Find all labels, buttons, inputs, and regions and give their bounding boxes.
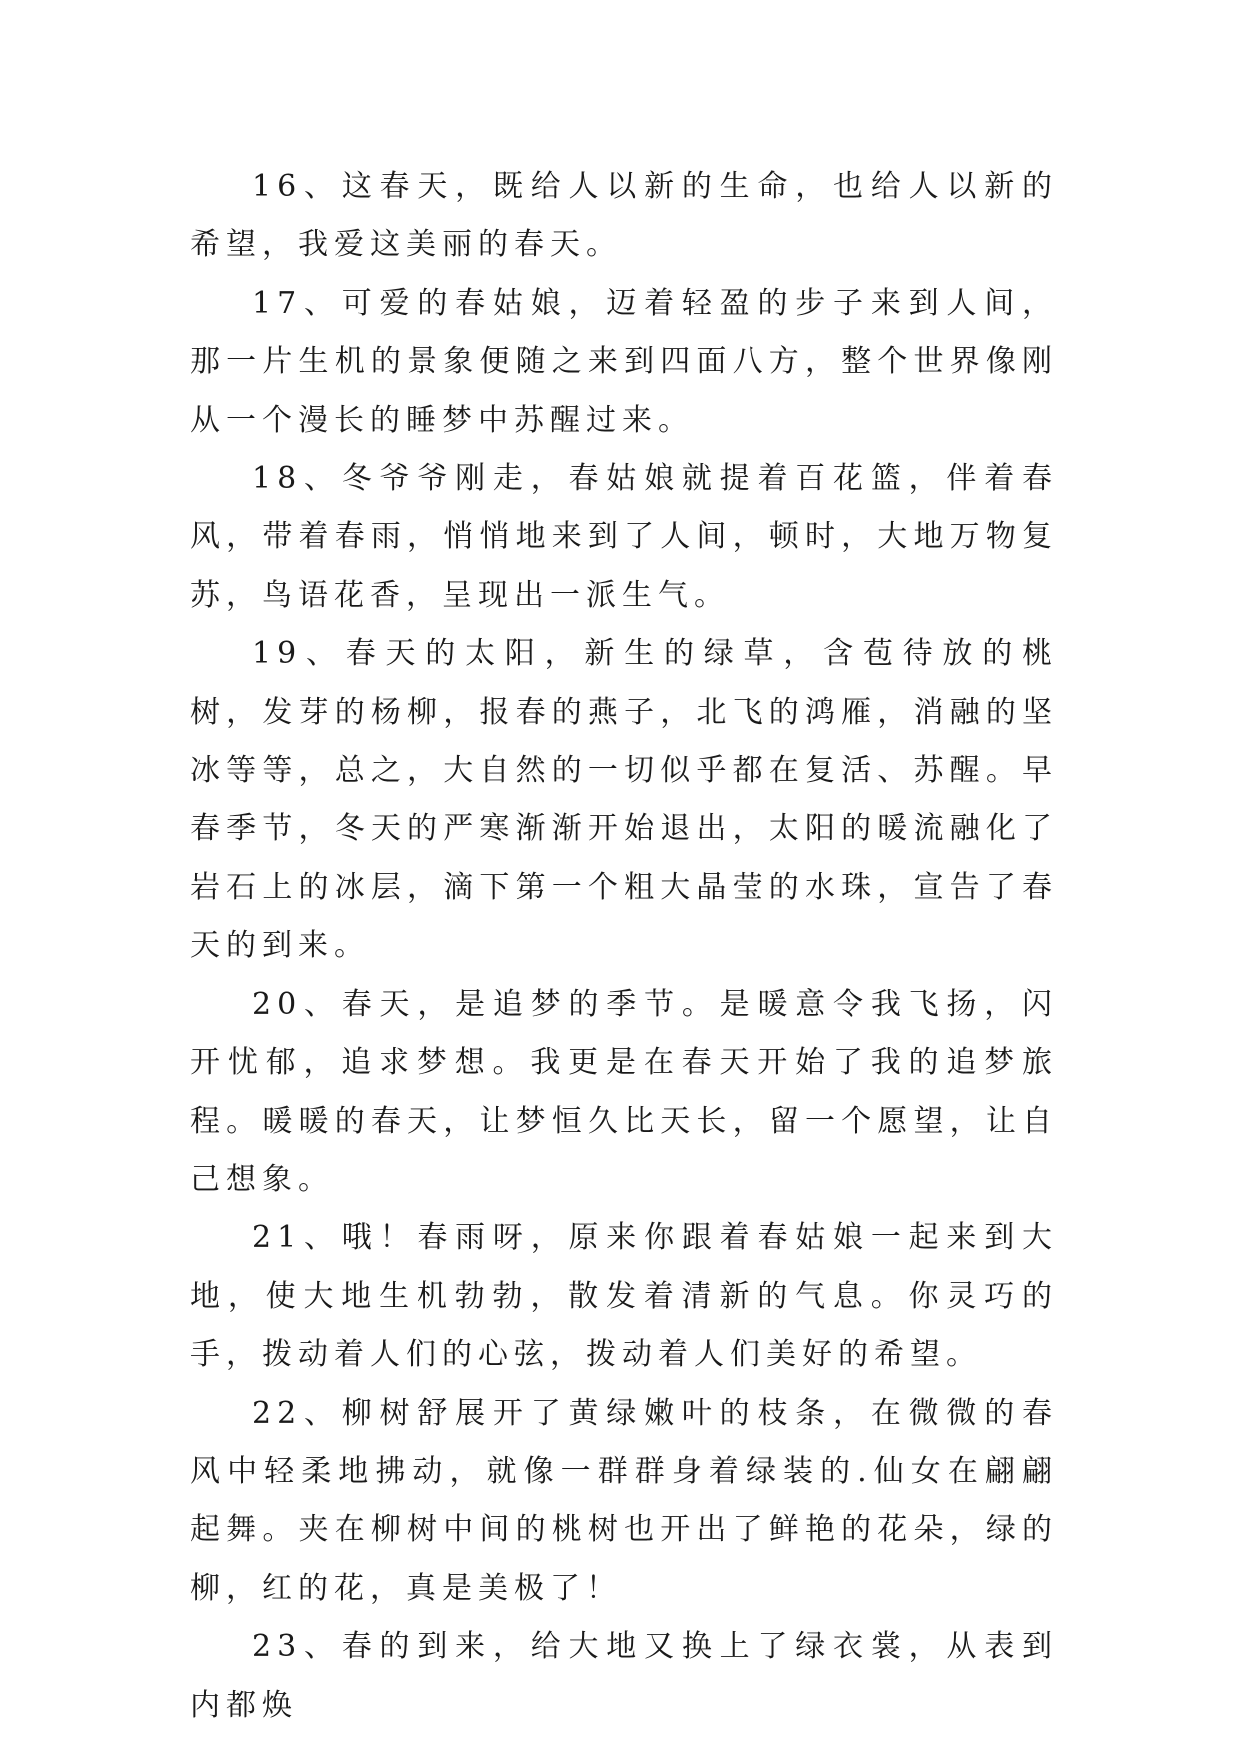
paragraph-20: 20、春天，是追梦的季节。是暖意令我飞扬，闪开忧郁，追求梦想。我更是在春天开始了我的追梦旅程。暖暖的春天，让梦恒久比天长，留一个愿望，让自己想象。: [190, 986, 1058, 1197]
paragraph-23: 23、春的到来，给大地又换上了绿衣裳，从表到内都焕: [190, 1629, 1058, 1723]
paragraph-19: 19、春天的太阳，新生的绿草，含苞待放的桃树，发芽的杨柳，报春的燕子，北飞的鸿雁，消融的坚冰等等，总之，大自然的一切似乎都在复活、苏醒。早春季节，冬天的严寒渐渐开始退出，太阳的暖流融化了岩石上的冰层，滴下第一个粗大晶莹的水珠，宣告了春天的到来。: [190, 636, 1058, 964]
paragraph-22: 22、柳树舒展开了黄绿嫩叶的枝条，在微微的春风中轻柔地拂动，就像一群群身着绿装的.仙女在翩翩起舞。夹在柳树中间的桃树也开出了鲜艳的花朵，绿的柳，红的花，真是美极了！: [190, 1395, 1058, 1606]
paragraph-17: 17、可爱的春姑娘，迈着轻盈的步子来到人间，那一片生机的景象便随之来到四面八方，整个世界像刚从一个漫长的睡梦中苏醒过来。: [190, 285, 1058, 438]
paragraph-16: 16、这春天，既给人以新的生命，也给人以新的希望，我爱这美丽的春天。: [190, 169, 1058, 263]
document-body: [190, 158, 1058, 1735]
paragraph-21: 21、哦！春雨呀，原来你跟着春姑娘一起来到大地，使大地生机勃勃，散发着清新的气息。你灵巧的手，拨动着人们的心弦，拨动着人们美好的希望。: [190, 1220, 1058, 1373]
paragraph-18: 18、冬爷爷刚走，春姑娘就提着百花篮，伴着春风，带着春雨，悄悄地来到了人间，顿时，大地万物复苏，鸟语花香，呈现出一派生气。: [190, 461, 1058, 613]
